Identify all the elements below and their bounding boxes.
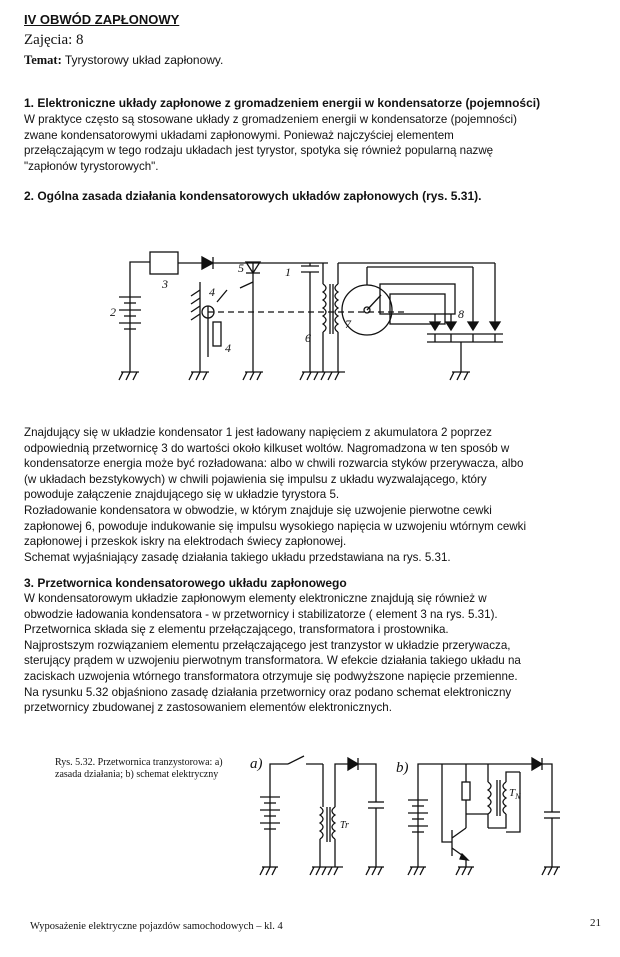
chapter-heading: IV OBWÓD ZAPŁONOWY xyxy=(24,12,180,27)
label-5: 5 xyxy=(238,261,244,275)
section-2-line: zapłonowej 6, powoduje indukowanie się impulsu wysokiego napięcia w uzwojeniu wtórnym cewki xyxy=(24,519,527,533)
topic-line xyxy=(24,53,223,68)
section-3-line: Na rysunku 5.32 objaśniono zasadę działania przetwornicy oraz podano schemat elektroniczny xyxy=(24,685,512,699)
tn-label: $T_N$ xyxy=(509,787,521,801)
section-2-line: Znajdujący się w układzie kondensator 1 jest ładowany napięciem z akumulatora 2 poprzez xyxy=(24,426,492,439)
section-3-line: Najprostszym rozwiązaniem elementu przełączającego jest tranzystor w układzie przerywacza, xyxy=(24,638,511,652)
diode-symbol xyxy=(202,257,213,269)
section-3-line: obwodzie ładowania kondensatora - w przetwornicy i stabilizatorze ( element 3 na rys. 5.31). xyxy=(24,607,498,621)
section-2-body xyxy=(24,425,604,565)
label-8: 8 xyxy=(458,307,464,321)
page-number: 21 xyxy=(590,917,601,929)
section-2-line: kondensatorze energia może być rozładowana: albo w chwili rozwarcia styków przerywacza, albo xyxy=(24,457,524,471)
topic-value: Tyrystorowy układ zapłonowy. xyxy=(61,53,224,67)
section-2-line: zapłonowej i przeskok iskry na elektrodach świecy zapłonowej. xyxy=(24,535,347,549)
tr-label: Tr xyxy=(340,820,349,831)
label-4a: 4 xyxy=(209,285,215,299)
section-1-line: zwane kondensatorowymi układami zapłonowymi. Ponieważ najczyściej elementem xyxy=(24,128,454,142)
converter-box xyxy=(150,252,178,274)
section-2-line: powoduje załączenie znajdującego się w układzie tyrystora 5. xyxy=(24,488,340,502)
section-3-line: przetwornicy zbudowanej z zastosowaniem elementów elektronicznych. xyxy=(24,701,392,715)
breaker-lever xyxy=(213,322,221,346)
resistor xyxy=(462,782,470,800)
section-2-line: Rozładowanie kondensatora w obwodzie, w którym znajduje się uzwojenie pierwotne cewki xyxy=(24,503,492,517)
section-1-line: "zapłonów tyrystorowych". xyxy=(24,159,159,173)
label-2: 2 xyxy=(110,305,116,319)
section-1-line: przełączającym w tego rodzaju układach jest tyrystor, spotyka się również popularną nazwę xyxy=(24,144,494,158)
section-1-line: W praktyce często są stosowane układy z gromadzeniem energii w kondensatorze (pojemności) xyxy=(24,113,517,126)
fig-b-label: b) xyxy=(396,760,409,776)
converter-schematic-diagram xyxy=(392,752,572,882)
label-1: 1 xyxy=(285,265,291,279)
section-2-title: 2. Ogólna zasada działania kondensatorowych układów zapłonowych (rys. 5.31). xyxy=(24,189,482,203)
ignition-circuit-diagram xyxy=(105,222,515,392)
section-3-line: zaciskach uzwojenia wtórnego transformatora otrzymuje się podwyższone napięcie przemienne. xyxy=(24,669,518,683)
converter-principle-diagram xyxy=(248,752,398,882)
fig-a-label: a) xyxy=(250,756,263,772)
section-2-line: (w układach bezstykowych) w chwili pojawienia się impulsu z układu wyzwalającego, który xyxy=(24,472,487,486)
section-3-title: 3. Przetwornica kondensatorowego układu zapłonowego xyxy=(24,576,347,590)
section-2-line: odpowiednią przetwornicę 3 do wartości około kilkuset woltów. Nagromadzona w ten sposób w xyxy=(24,441,510,455)
section-3-body xyxy=(24,591,604,716)
section-1-title: 1. Elektroniczne układy zapłonowe z gromadzeniem energii w kondensatorze (pojemności) xyxy=(24,96,541,110)
section-3-line: W kondensatorowym układzie zapłonowym elementy elektroniczne znajdują się również w xyxy=(24,592,487,605)
label-6: 6 xyxy=(305,331,311,345)
label-7: 7 xyxy=(345,317,351,331)
section-2-line: Schemat wyjaśniający zasadę działania takiego układu przedstawiana na rys. 5.31. xyxy=(24,550,451,564)
topic-label: Temat: xyxy=(24,53,62,67)
figure-caption: Rys. 5.32. Przetwornica tranzystorowa: a) zasada działania; b) schemat elektryczny xyxy=(55,757,223,780)
section-3-line: sterujący prądem w uzwojeniu pierwotnym transformatora. W efekcie działania takiego układu na xyxy=(24,654,521,668)
lesson-number: Zajęcia: 8 xyxy=(24,32,84,48)
section-1-body xyxy=(24,112,604,174)
label-4b: 4 xyxy=(225,341,231,355)
footer-text: Wyposażenie elektryczne pojazdów samochodowych – kl. 4 xyxy=(30,921,283,932)
label-3: 3 xyxy=(162,277,168,291)
section-3-line: Przetwornica składa się z elementu przełączającego, transformatora i prostownika. xyxy=(24,623,449,637)
